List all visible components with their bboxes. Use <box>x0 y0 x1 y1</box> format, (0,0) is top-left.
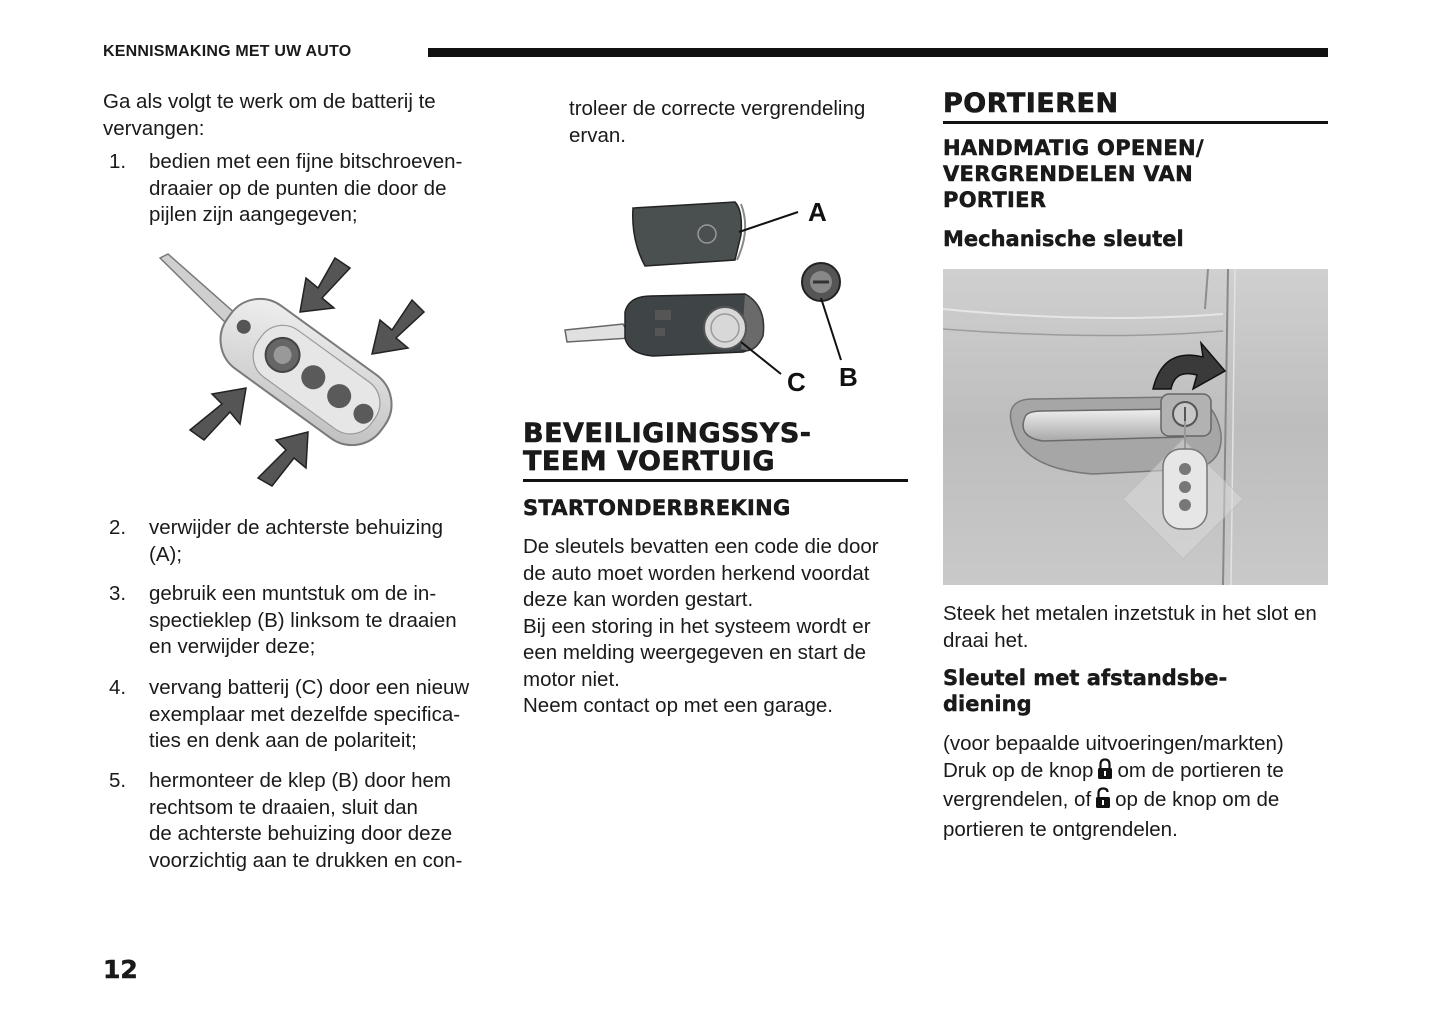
header-rule <box>428 48 1328 57</box>
label-c: C <box>787 367 806 397</box>
heading-line: HANDMATIG OPENEN/ <box>943 136 1204 160</box>
arrow-icon <box>300 258 350 312</box>
heading-line: Sleutel met afstandsbe- <box>943 666 1228 690</box>
pointer-line-b <box>821 298 841 360</box>
paragraph-line: Druk op de knop om de portieren te <box>943 758 1338 788</box>
step-line: ties en denk aan de polariteit; <box>149 729 417 752</box>
paragraph-line: Bij een storing in het systeem wordt er <box>523 614 871 638</box>
step-number: 5. <box>109 769 127 792</box>
paragraph-line: Neem contact op met een garage. <box>523 694 833 717</box>
paragraph-line: portieren te ontgrendelen. <box>943 817 1178 841</box>
door-handle-illustration <box>943 269 1328 585</box>
label-b: B <box>839 362 858 392</box>
pointer-line-c <box>741 342 781 374</box>
continuation-line: troleer de correcte vergrendeling <box>569 97 866 120</box>
heading-line: TEEM VOERTUIG <box>523 446 776 477</box>
arrow-icon <box>190 388 246 440</box>
header-section-title: KENNISMAKING MET UW AUTO <box>103 43 352 60</box>
heading-line: VERGRENDELEN VAN <box>943 162 1193 186</box>
step-number: 3. <box>109 582 127 605</box>
step-line: voorzichtig aan te drukken en con- <box>149 848 463 872</box>
heading-line: diening <box>943 692 1032 716</box>
paragraph-line: draai het. <box>943 628 1029 652</box>
step-line: pijlen zijn aangegeven; <box>149 203 358 226</box>
pointer-line-a <box>739 212 798 232</box>
security-section-heading <box>523 420 908 476</box>
manual-lock-subheading <box>943 135 1333 213</box>
remote-key-heading <box>943 665 1333 717</box>
section-rule <box>523 479 908 482</box>
arrow-icon <box>258 432 308 486</box>
paragraph-line: Steek het metalen inzetstuk in het slot en <box>943 602 1317 625</box>
step-line: rechtsom te draaien, sluit dan <box>149 795 418 819</box>
lock-open-icon <box>1095 787 1111 817</box>
doors-section-heading: PORTIEREN <box>943 88 1119 119</box>
lock-closed-icon <box>1097 758 1113 788</box>
step-number: 2. <box>109 516 127 539</box>
step-number: 1. <box>109 150 127 173</box>
paragraph-line: een melding weergegeven en start de <box>523 641 867 664</box>
immobilizer-paragraph <box>523 534 908 720</box>
paragraph-line: motor niet. <box>523 667 620 691</box>
label-a: A <box>808 197 827 227</box>
heading-line: PORTIER <box>943 188 1047 212</box>
step-line: de achterste behuizing door deze <box>149 822 453 845</box>
paragraph-line: vergrendelen, of op de knop om de <box>943 787 1338 817</box>
section-rule <box>943 121 1328 124</box>
step-line: verwijder de achterste behuizing <box>149 516 443 539</box>
step-line: gebruik een muntstuk om de in- <box>149 582 437 605</box>
rear-housing-a <box>633 202 742 266</box>
immobilizer-subheading: STARTONDERBREKING <box>523 496 791 520</box>
step-line: vervang batterij (C) door een nieuw <box>149 676 470 699</box>
step-line: draaier op de punten die door de <box>149 176 447 200</box>
paragraph-line: De sleutels bevatten een code die door <box>523 535 879 558</box>
battery-replacement-illustration <box>555 190 875 400</box>
key-fob-arrows-illustration <box>150 250 490 490</box>
step-line: en verwijder deze; <box>149 635 316 658</box>
key-blade <box>565 324 631 342</box>
heading-line: BEVEILIGINGSSYS- <box>523 418 812 449</box>
step-line: (A); <box>149 542 183 566</box>
paragraph-line: de auto moet worden herkend voordat <box>523 561 870 585</box>
intro-text: Ga als volgt te werk om de batterij te vervangen: <box>103 90 436 140</box>
page-number: 12 <box>103 955 138 984</box>
continuation-line: ervan. <box>569 123 626 147</box>
step-number: 4. <box>109 676 127 699</box>
step-line: hermonteer de klep (B) door hem <box>149 769 451 792</box>
step-5-continuation <box>569 96 909 149</box>
step-line: bedien met een fijne bitschroeven- <box>149 150 463 173</box>
mechanical-key-text <box>943 601 1333 654</box>
arrow-icon <box>372 300 424 354</box>
remote-key-paragraph <box>943 731 1338 843</box>
step-line: spectieklep (B) linksom te draaien <box>149 608 457 632</box>
step-line: exemplaar met dezelfde specifica- <box>149 702 461 726</box>
mechanical-key-heading: Mechanische sleutel <box>943 227 1184 251</box>
paragraph-line: deze kan worden gestart. <box>523 588 754 611</box>
remote-note: (voor bepaalde uitvoeringen/markten) <box>943 732 1284 755</box>
